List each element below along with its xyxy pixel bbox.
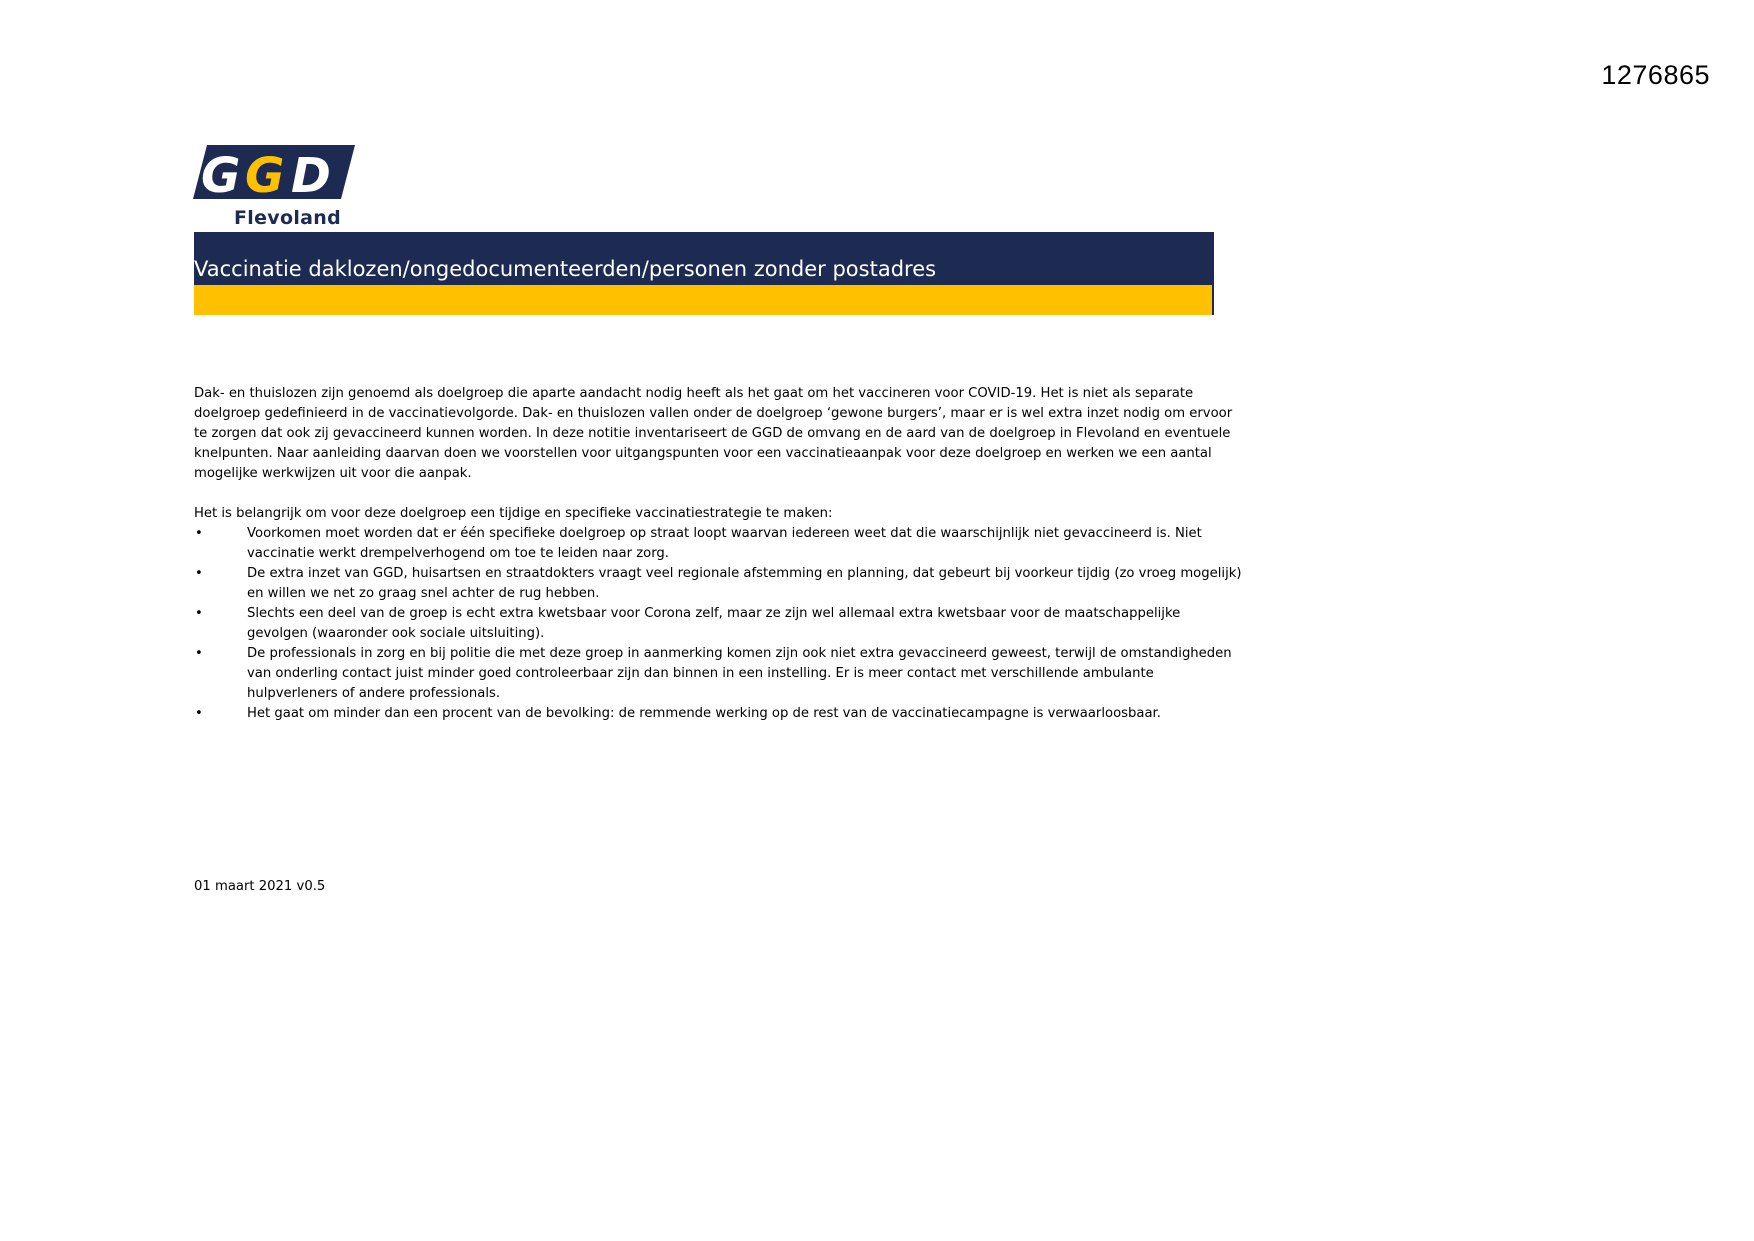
list-item — [194, 644, 1244, 704]
list-item-line: en willen we net zo graag snel achter de rug hebben. — [247, 586, 600, 601]
list-item-line: gevolgen (waaronder ook sociale uitsluiting). — [247, 626, 545, 641]
ggd-logo-icon — [193, 145, 355, 203]
bullet-icon: • — [195, 646, 203, 661]
list-item-line: Het gaat om minder dan een procent van de bevolking: de remmende werking op de rest van de vaccinatiecampagne is verwaarloosbaar. — [247, 706, 1161, 721]
logo-letter-g2: G — [245, 148, 285, 203]
list-item-line: vaccinatie werkt drempelverhogend om toe te leiden naar zorg. — [247, 546, 669, 561]
list-item — [194, 524, 1244, 564]
intro-line: doelgroep gedefinieerd in de vaccinatievolgorde. Dak- en thuislozen vallen onder de doelgroep ‘gewone burgers’, maar er is wel extra inzet nodig om ervoor — [194, 406, 1233, 421]
bullet-icon: • — [195, 706, 203, 721]
list-item — [194, 704, 1244, 724]
list-item-line: Slechts een deel van de groep is echt extra kwetsbaar voor Corona zelf, maar ze zijn wel allemaal extra kwetsbaar voor de maatschappelijke — [247, 606, 1181, 621]
intro-line: knelpunten. Naar aanleiding daarvan doen we voorstellen voor uitgangspunten voor een vaccinatieaanpak voor deze doelgroep en werken we een aantal — [194, 446, 1212, 461]
logo-region-label: Flevoland — [234, 207, 341, 229]
bullet-icon: • — [195, 606, 203, 621]
list-item-line: Voorkomen moet worden dat er één specifieke doelgroep op straat loopt waarvan iedereen weet dat die waarschijnlijk niet gevaccineerd is. Niet — [247, 526, 1202, 541]
list-item-line: hulpverleners of andere professionals. — [247, 686, 501, 701]
document-date-version: 01 maart 2021 v0.5 — [194, 879, 326, 894]
bullet-icon: • — [195, 526, 203, 541]
intro-line: Dak- en thuislozen zijn genoemd als doelgroep die aparte aandacht nodig heeft als het gaat om het vaccineren voor COVID-19. Het is niet als separate — [194, 386, 1194, 401]
list-item-line: van onderling contact juist minder goed controleerbaar zijn dan binnen in een instelling. Er is meer contact met verschillende ambulante — [247, 666, 1154, 681]
banner-yellow-band — [194, 285, 1214, 315]
intro-line: mogelijke werkwijzen uit voor die aanpak. — [194, 466, 472, 481]
document-number: 1276865 — [1601, 60, 1710, 90]
document-body — [194, 384, 1244, 724]
list-item-line: De extra inzet van GGD, huisartsen en straatdokters vraagt veel regionale afstemming en planning, dat gebeurt bij voorkeur tijdig (zo vroeg mogelijk) — [247, 566, 1242, 581]
lead-sentence: Het is belangrijk om voor deze doelgroep een tijdige en specifieke vaccinatiestrategie te maken: — [194, 506, 833, 521]
title-banner — [194, 232, 1214, 315]
intro-line: te zorgen dat ook zij gevaccineerd kunnen worden. In deze notitie inventariseert de GGD de omvang en de aard van de doelgroep in Flevoland en eventuele — [194, 426, 1231, 441]
banner-navy-band — [194, 232, 1214, 285]
ggd-flevoland-logo — [193, 145, 355, 231]
logo-letter-d: D — [291, 148, 331, 203]
intro-paragraph — [194, 384, 1244, 484]
document-title: Vaccinatie daklozen/ongedocumenteerden/personen zonder postadres — [194, 257, 937, 281]
bullet-icon: • — [195, 566, 203, 581]
list-item-line: De professionals in zorg en bij politie die met deze groep in aanmerking komen zijn ook niet extra gevaccineerd geweest, terwijl de omstandigheden — [247, 646, 1232, 661]
logo-letter-g1: G — [201, 148, 241, 203]
bullet-list — [194, 524, 1244, 724]
list-item — [194, 604, 1244, 644]
list-item — [194, 564, 1244, 604]
